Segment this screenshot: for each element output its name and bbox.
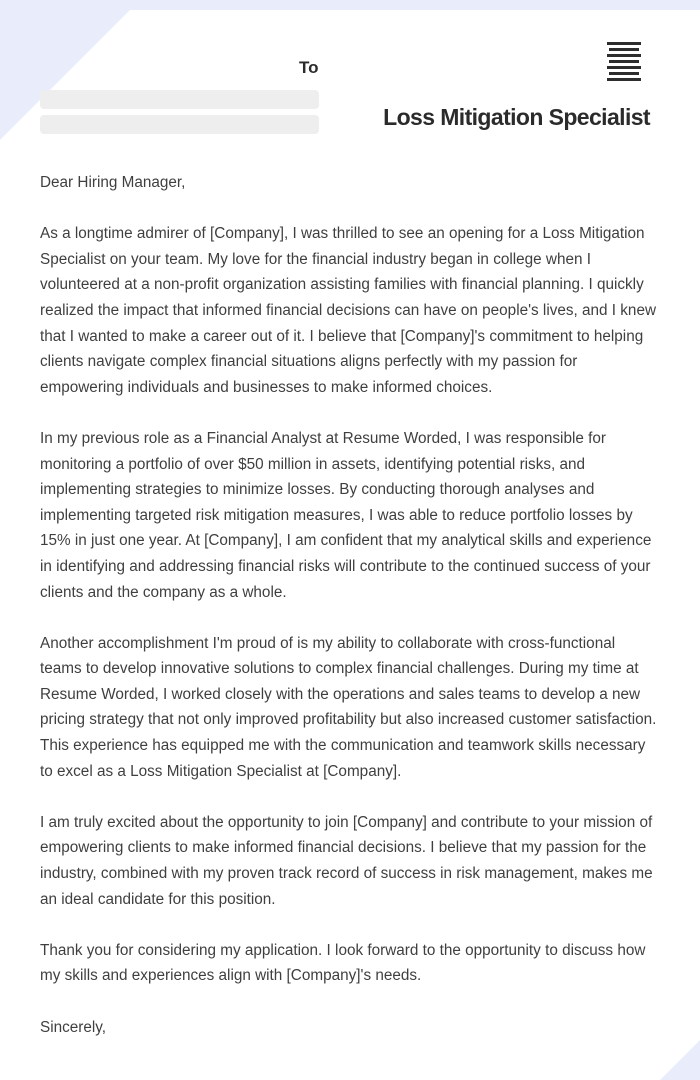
letter-body xyxy=(40,170,660,1066)
paragraph-2: In my previous role as a Financial Analyst at Resume Worded, I was responsible for monitoring a portfolio of over $50 million in assets, identifying potential risks, and implementing strategies to minimize losses. By conducting thorough analyses and implementing targeted risk mitigation measures, I was able to reduce portfolio losses by 15% in just one year. At [Company], I am confident that my analytical skills and experience in identifying and addressing financial risks will contribute to the continued success of your clients and the company as a whole. xyxy=(40,429,652,601)
paragraph-4: I am truly excited about the opportunity to join [Company] and contribute to your mission of empowering clients to make informed financial decisions. I believe that my passion for the industry, combined with my proven track record of success in risk management, makes me an ideal candidate for this position. xyxy=(40,813,653,908)
job-title: Loss Mitigation Specialist xyxy=(383,104,650,130)
recipient-label: To xyxy=(299,58,319,77)
corner-decoration-bottom-right xyxy=(660,1040,700,1080)
paragraph-5: Thank you for considering my application. I look forward to the opportunity to discuss how my skills and experiences align with [Company]'s needs. xyxy=(40,941,646,985)
paragraph-3: Another accomplishment I'm proud of is my ability to collaborate with cross-functional teams to develop innovative solutions to complex financial challenges. During my time at Resume Worded, I worked closely with the operations and sales teams to develop a new pricing strategy that not only improved profitability but also increased customer satisfaction. This experience has equipped me with the communication and teamwork skills necessary to excel as a Loss Mitigation Specialist at [Company]. xyxy=(40,634,657,780)
document-lines-icon xyxy=(607,42,641,82)
paragraph-1: As a longtime admirer of [Company], I was thrilled to see an opening for a Loss Mitigation Specialist on your team. My love for the financial industry began in college when I volunteered at a non-profit organization assisting families with financial planning. I quickly realized the impact that informed financial decisions can have on people's lives, and I knew that I wanted to make a career out of it. I believe that [Company]'s commitment to helping clients navigate complex financial situations aligns perfectly with my passion for empowering individuals and businesses to make informed choices. xyxy=(40,225,656,396)
letter-page xyxy=(0,10,700,1080)
closing: Sincerely, xyxy=(40,1018,107,1036)
recipient-name-placeholder xyxy=(40,90,319,109)
recipient-address-placeholder xyxy=(40,115,319,134)
greeting: Dear Hiring Manager, xyxy=(40,174,186,191)
